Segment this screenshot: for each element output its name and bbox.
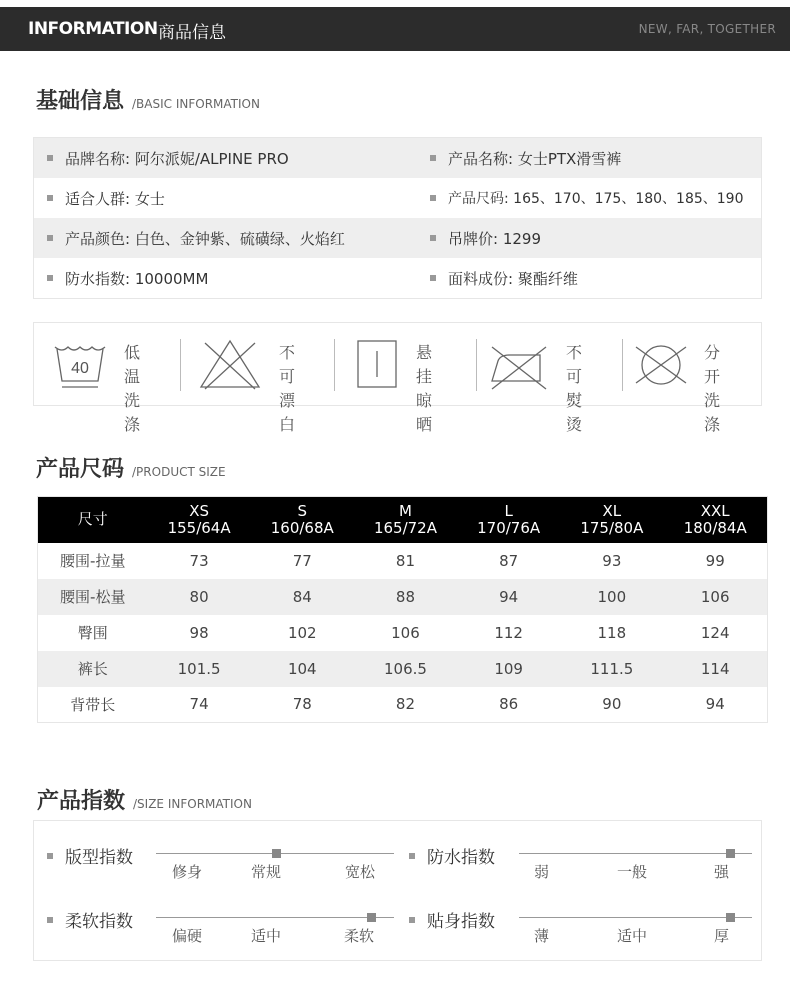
size-col-header: M 165/72A — [354, 497, 457, 543]
index-marker — [367, 913, 376, 922]
size-title-en: /PRODUCT SIZE — [132, 465, 226, 479]
index-waterproof — [409, 843, 769, 903]
care-label: 漂白 — [279, 391, 296, 434]
index-section-title — [37, 784, 252, 815]
bullet-icon — [430, 155, 436, 161]
care-divider — [476, 339, 477, 391]
info-brand: 品牌名称: 阿尔派妮/ALPINE PRO — [65, 149, 289, 168]
bullet-icon — [430, 235, 436, 241]
info-row — [34, 218, 761, 258]
info-row — [34, 178, 761, 218]
bullet-icon — [47, 275, 53, 281]
care-label: 分开 — [704, 343, 721, 386]
table-cell: 111.5 — [560, 651, 663, 687]
table-cell: 82 — [395, 695, 416, 714]
info-fabric: 面料成份: 聚酯纤维 — [448, 269, 578, 288]
header-tagline: NEW, FAR, TOGETHER — [638, 22, 776, 36]
index-label: 宽松 — [345, 863, 376, 881]
table-cell: 90 — [602, 695, 622, 714]
index-label: 厚 — [714, 927, 730, 945]
index-name: 柔软指数 — [65, 912, 133, 932]
care-divider — [334, 339, 335, 391]
index-label: 一般 — [617, 863, 648, 881]
table-row — [38, 651, 768, 687]
index-label: 常规 — [251, 863, 282, 881]
index-fit — [47, 843, 407, 903]
table-cell: 106 — [663, 579, 767, 615]
size-col-header: L 170/76A — [457, 497, 560, 543]
info-audience: 适合人群: 女士 — [65, 189, 165, 208]
header-title-en: INFORMATION — [28, 19, 158, 39]
care-label: 洗涤 — [124, 391, 141, 434]
row-label: 腰围-拉量 — [60, 552, 126, 570]
table-cell: 104 — [251, 651, 354, 687]
table-cell: 94 — [457, 579, 560, 615]
no-iron-icon — [488, 337, 550, 393]
separate-wash-icon — [632, 337, 690, 393]
basic-title-en: /BASIC INFORMATION — [132, 97, 260, 111]
bullet-icon — [47, 155, 53, 161]
index-body-fit — [409, 907, 769, 967]
info-price: 吊牌价: 1299 — [448, 229, 541, 248]
size-col-header: XS 155/64A — [148, 497, 251, 543]
row-label: 臀围 — [77, 624, 108, 642]
index-marker — [726, 913, 735, 922]
wash-temp-number: 40 — [71, 360, 89, 377]
info-row — [34, 138, 761, 178]
wash-40-icon — [52, 337, 108, 393]
size-header-label: 尺寸 — [38, 497, 148, 543]
size-col-header: XL 175/80A — [560, 497, 663, 543]
row-label: 背带长 — [70, 695, 116, 714]
care-label: 不可 — [279, 343, 296, 386]
size-section-title — [36, 452, 226, 483]
index-label: 柔软 — [344, 927, 375, 945]
basic-info-table — [33, 137, 762, 299]
index-title-cn: 产品指数 — [37, 789, 126, 814]
table-cell: 73 — [189, 551, 209, 570]
index-marker — [272, 849, 281, 858]
care-label: 晾晒 — [416, 391, 433, 434]
index-name: 版型指数 — [65, 848, 133, 868]
table-row — [38, 543, 768, 579]
table-cell: 93 — [602, 551, 622, 570]
index-scale-line — [156, 917, 394, 918]
table-cell: 124 — [700, 623, 730, 642]
info-product-name: 产品名称: 女士PTX滑雪裤 — [448, 149, 622, 168]
table-row — [38, 579, 768, 615]
row-label: 裤长 — [38, 651, 148, 687]
bullet-icon — [47, 235, 53, 241]
table-cell: 106.5 — [354, 651, 457, 687]
index-scale-line — [519, 917, 752, 918]
index-label: 修身 — [172, 863, 203, 881]
index-label: 强 — [714, 863, 730, 881]
table-cell: 84 — [251, 579, 354, 615]
basic-section-title — [36, 84, 260, 115]
size-col-header: XXL 180/84A — [663, 497, 767, 543]
table-cell: 86 — [499, 695, 519, 714]
care-label: 悬挂 — [416, 343, 433, 386]
table-cell: 74 — [189, 695, 209, 714]
info-colors: 产品颜色: 白色、金钟紫、硫磺绿、火焰红 — [65, 229, 345, 248]
hang-dry-icon — [356, 337, 400, 393]
table-cell: 118 — [597, 623, 627, 642]
care-label: 不可 — [566, 343, 583, 386]
table-cell: 112 — [494, 623, 523, 642]
basic-title-cn: 基础信息 — [36, 89, 125, 114]
info-row — [34, 258, 761, 298]
index-name: 贴身指数 — [427, 912, 495, 932]
bullet-icon — [409, 853, 415, 859]
table-cell: 109 — [457, 651, 560, 687]
index-softness — [47, 907, 407, 967]
table-cell: 78 — [292, 695, 312, 714]
table-cell: 99 — [705, 551, 725, 570]
bullet-icon — [430, 275, 436, 281]
table-row — [38, 687, 768, 723]
table-row — [38, 615, 768, 651]
index-panel — [33, 820, 762, 961]
care-label: 低温 — [124, 343, 141, 386]
table-cell: 106 — [391, 623, 420, 642]
bullet-icon — [47, 195, 53, 201]
care-label: 熨烫 — [566, 391, 583, 434]
care-label: 洗涤 — [704, 391, 721, 434]
table-cell: 77 — [292, 551, 312, 570]
care-instructions — [33, 322, 762, 434]
size-title-cn: 产品尺码 — [36, 457, 125, 482]
size-table — [37, 496, 768, 723]
table-cell: 81 — [395, 551, 416, 570]
table-cell: 98 — [189, 623, 209, 642]
index-label: 适中 — [617, 927, 648, 945]
index-label: 薄 — [534, 927, 550, 945]
index-label: 偏硬 — [172, 927, 203, 945]
index-label: 弱 — [534, 863, 550, 881]
no-bleach-icon — [197, 337, 263, 393]
index-marker — [726, 849, 735, 858]
table-cell: 80 — [148, 579, 251, 615]
table-cell: 114 — [663, 651, 767, 687]
index-scale-line — [519, 853, 752, 854]
bullet-icon — [430, 195, 436, 201]
row-label: 腰围-松量 — [38, 579, 148, 615]
table-cell: 101.5 — [148, 651, 251, 687]
header-bar — [0, 7, 790, 51]
index-label: 适中 — [251, 927, 282, 945]
care-divider — [622, 339, 623, 391]
index-title-en: /SIZE INFORMATION — [133, 797, 252, 811]
size-col-header: S 160/68A — [251, 497, 354, 543]
bullet-icon — [47, 917, 53, 923]
size-table-header — [38, 497, 768, 543]
table-cell: 100 — [560, 579, 663, 615]
table-cell: 87 — [499, 551, 519, 570]
care-divider — [180, 339, 181, 391]
bullet-icon — [47, 853, 53, 859]
table-cell: 102 — [287, 623, 317, 642]
table-cell: 94 — [705, 695, 725, 714]
info-waterproof: 防水指数: 10000MM — [65, 269, 209, 288]
table-cell: 88 — [354, 579, 457, 615]
info-sizes: 产品尺码: 165、170、175、180、185、190 — [448, 191, 744, 207]
bullet-icon — [409, 917, 415, 923]
header-title-cn: 商品信息 — [158, 23, 226, 43]
index-name: 防水指数 — [427, 848, 495, 868]
